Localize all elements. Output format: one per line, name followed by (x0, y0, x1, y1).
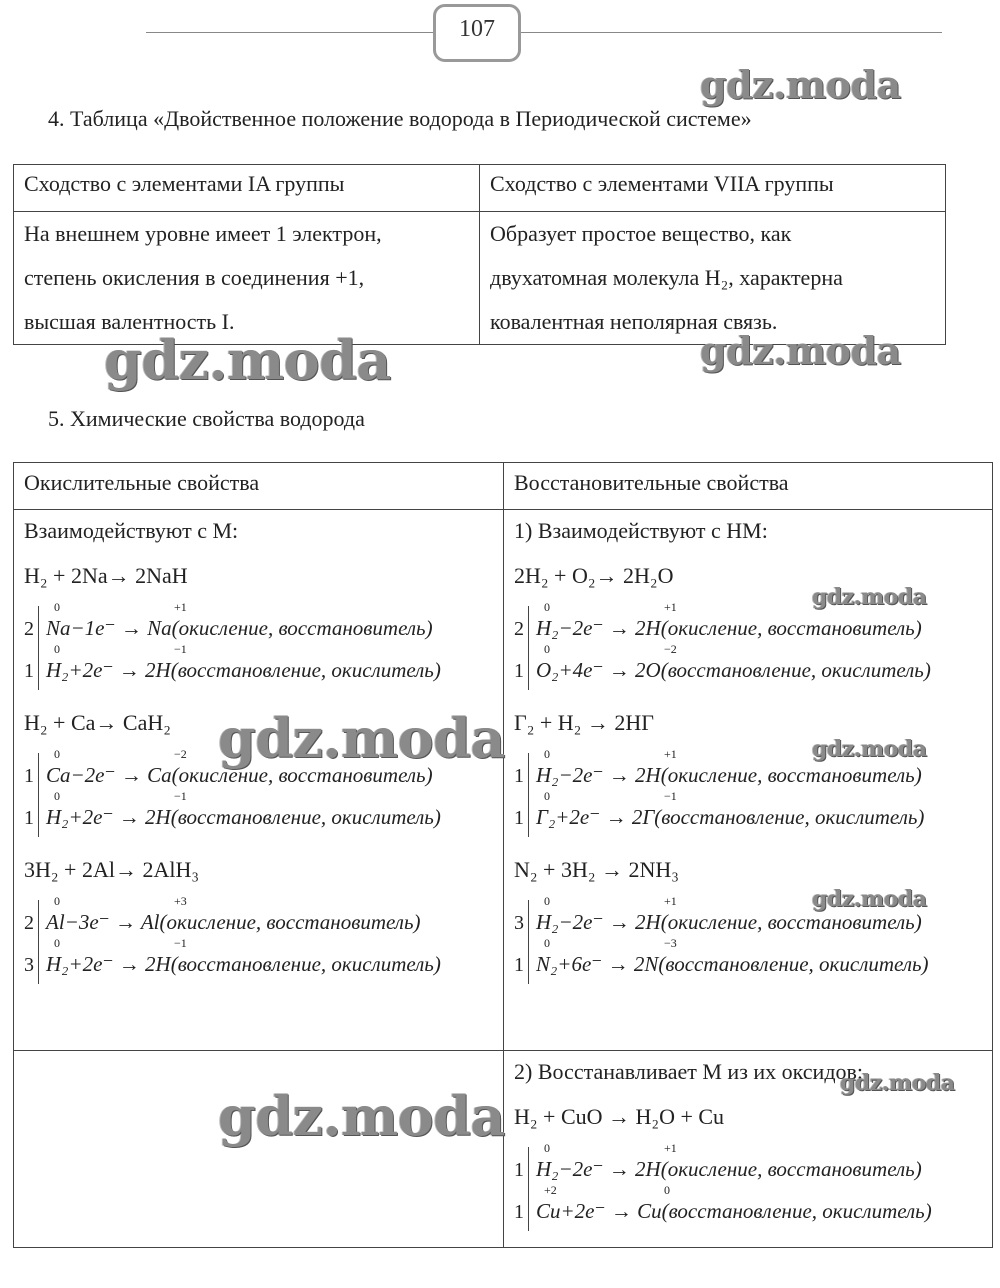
reaction-block (24, 853, 493, 1000)
oxidation-state: 0 (544, 894, 550, 908)
header-rule-right (518, 32, 942, 33)
watermark: gdz.moda (812, 736, 927, 762)
half-reaction (46, 910, 421, 935)
balance-coefficient: 1 (514, 660, 524, 682)
cell-line: ковалентная неполярная связь. (490, 309, 778, 334)
balance-coefficient: 1 (514, 765, 524, 787)
half-reaction-note: (окисление, восстановитель) (159, 910, 421, 934)
balance-bracket (528, 900, 529, 984)
oxidation-state: +1 (664, 894, 677, 908)
reaction-equation: N₂ + 3H₂ → 2NH₃ (514, 857, 679, 882)
oxidation-state: 0 (54, 600, 60, 614)
balance-coefficient: 1 (24, 660, 34, 682)
oxidation-state: 0 (54, 894, 60, 908)
half-reaction-note: (окисление, восстановитель) (660, 763, 922, 787)
reaction-block (514, 1100, 982, 1247)
half-reaction (536, 1199, 932, 1224)
intro-text: Взаимодействуют с М: (24, 518, 239, 543)
half-reaction (46, 658, 441, 683)
half-reaction (536, 763, 922, 788)
balance-coefficient: 1 (514, 807, 524, 829)
balance-coefficient: 2 (514, 618, 524, 640)
half-reaction-note: (окисление, восстановитель) (171, 616, 433, 640)
balance-coefficient: 3 (514, 912, 524, 934)
oxidation-state: 0 (54, 642, 60, 656)
empty-cell (14, 1051, 504, 1248)
balance-bracket (528, 606, 529, 690)
intro-text: 1) Взаимодействуют с НМ: (514, 518, 768, 543)
electron-balance (514, 1141, 982, 1247)
cell-line: Образует простое вещество, как (490, 221, 792, 246)
half-reaction-formula: H₂−2e⁻ → 2H (536, 763, 661, 787)
half-reaction-note: (окисление, восстановитель) (660, 616, 922, 640)
table-header-row (14, 463, 993, 510)
half-reaction (536, 952, 929, 977)
balance-bracket (38, 900, 39, 984)
balance-bracket (528, 1147, 529, 1231)
watermark: gdz.moda (700, 328, 901, 373)
half-reaction (46, 616, 433, 641)
reaction-equation: 3H₂ + 2Al→ 2AlH₃ (24, 857, 200, 882)
oxidation-state: +2 (544, 1183, 557, 1197)
half-reaction (46, 952, 441, 977)
half-reaction-note: (окисление, восстановитель) (171, 763, 433, 787)
oxidation-state: 0 (544, 789, 550, 803)
intro-text: 2) Восстанавливает М из их оксидов: (514, 1059, 864, 1084)
cell-line: высшая валентность I. (24, 309, 235, 334)
balance-coefficient: 1 (514, 1201, 524, 1223)
oxidizing-header: Окислительные свойства (14, 463, 504, 510)
oxidation-state: +3 (174, 894, 187, 908)
oxidation-state: 0 (544, 642, 550, 656)
oxidation-state: 0 (544, 1141, 550, 1155)
balance-coefficient: 1 (514, 1159, 524, 1181)
watermark: gdz.moda (812, 584, 927, 610)
half-reaction-formula: Cu+2e⁻ → Cu (536, 1199, 662, 1223)
hydrogen-position-table (13, 164, 946, 345)
oxidation-state: +1 (664, 1141, 677, 1155)
oxidation-state: −1 (664, 789, 677, 803)
oxidizing-cell (14, 510, 504, 1051)
half-reaction-formula: N₂+6e⁻ → 2N (536, 952, 659, 976)
half-reaction (536, 805, 924, 830)
half-reaction-formula: H₂+2e⁻ → 2H (46, 805, 171, 829)
electron-balance (514, 600, 982, 706)
oxidation-state: 0 (54, 747, 60, 761)
cell-line: На внешнем уровне имеет 1 электрон, (24, 221, 382, 246)
balance-coefficient: 1 (24, 765, 34, 787)
watermark: gdz.moda (218, 1084, 505, 1148)
half-reaction-note: (восстановление, окислитель) (658, 952, 929, 976)
col1-header: Сходство с элементами IA группы (14, 165, 480, 212)
oxidation-state: 0 (54, 789, 60, 803)
section4-heading: 4. Таблица «Двойственное положение водорода в Периодической системе» (48, 106, 752, 131)
reaction-block (514, 706, 982, 853)
col2-header: Сходство с элементами VIIA группы (480, 165, 946, 212)
half-reaction-note: (восстановление, окислитель) (661, 1199, 932, 1223)
balance-coefficient: 1 (24, 807, 34, 829)
cell-line: двухатомная молекула H₂, характерна (490, 265, 843, 290)
reducing-header: Восстановительные свойства (504, 463, 993, 510)
half-reaction (536, 1157, 922, 1182)
watermark: gdz.moda (840, 1070, 955, 1096)
half-reaction-note: (восстановление, окислитель) (170, 805, 441, 829)
half-reaction (536, 658, 931, 683)
reaction-equation: H₂ + 2Na→ 2NaH (24, 563, 188, 588)
oxidation-state: −1 (174, 789, 187, 803)
col2-cell (480, 212, 946, 345)
half-reaction-formula: H₂−2e⁻ → 2H (536, 1157, 661, 1181)
oxidation-state: −1 (174, 642, 187, 656)
oxidation-state: 0 (664, 1183, 670, 1197)
oxidation-state: 0 (54, 936, 60, 950)
half-reaction (536, 910, 922, 935)
half-reaction-note: (восстановление, окислитель) (654, 805, 925, 829)
balance-coefficient: 1 (514, 954, 524, 976)
watermark: gdz.moda (812, 886, 927, 912)
oxidation-state: −3 (664, 936, 677, 950)
oxidation-state: +1 (664, 747, 677, 761)
oxidation-state: 0 (544, 936, 550, 950)
half-reaction-note: (окисление, восстановитель) (660, 1157, 922, 1181)
table-row (14, 212, 946, 345)
cell-line: степень окисления в соединения +1, (24, 265, 365, 290)
balance-coefficient: 2 (24, 618, 34, 640)
electron-balance (24, 600, 493, 706)
reaction-block (514, 559, 982, 706)
table-header-row (14, 165, 946, 212)
oxidation-state: −1 (174, 936, 187, 950)
balance-coefficient: 2 (24, 912, 34, 934)
half-reaction (536, 616, 922, 641)
watermark: gdz.moda (104, 328, 391, 392)
balance-bracket (38, 753, 39, 837)
page-number: 107 (433, 4, 521, 62)
reaction-block (514, 853, 982, 1000)
reaction-equation: Г₂ + H₂ → 2НГ (514, 710, 654, 735)
half-reaction-note: (восстановление, окислитель) (170, 658, 441, 682)
reaction-equation: H₂ + CuO → H₂O + Cu (514, 1104, 725, 1129)
half-reaction-formula: Na−1e⁻ → Na (46, 616, 172, 640)
balance-coefficient: 3 (24, 954, 34, 976)
balance-bracket (38, 606, 39, 690)
watermark: gdz.moda (700, 62, 901, 107)
half-reaction-formula: Al−3e⁻ → Al (46, 910, 160, 934)
half-reaction-formula: Г₂+2e⁻ → 2Г (536, 805, 655, 829)
electron-balance (24, 894, 493, 1000)
half-reaction-formula: H₂+2e⁻ → 2H (46, 952, 171, 976)
half-reaction-formula: O₂+4e⁻ → 2O (536, 658, 661, 682)
half-reaction-formula: H₂−2e⁻ → 2H (536, 616, 661, 640)
oxidation-state: −2 (664, 642, 677, 656)
header-rule-left (146, 32, 436, 33)
half-reaction-formula: H₂+2e⁻ → 2H (46, 658, 171, 682)
half-reaction (46, 805, 441, 830)
half-reaction-note: (окисление, восстановитель) (660, 910, 922, 934)
oxidation-state: +1 (664, 600, 677, 614)
half-reaction-formula: Ca−2e⁻ → Ca (46, 763, 172, 787)
balance-bracket (528, 753, 529, 837)
half-reaction-note: (восстановление, окислитель) (170, 952, 441, 976)
reaction-equation: 2H₂ + O₂→ 2H₂O (514, 563, 674, 588)
watermark: gdz.moda (218, 706, 505, 770)
section5-heading: 5. Химические свойства водорода (48, 406, 365, 431)
reaction-block (24, 559, 493, 706)
reaction-equation: H₂ + Ca→ CaH₂ (24, 710, 171, 735)
half-reaction-note: (восстановление, окислитель) (660, 658, 931, 682)
oxidation-state: 0 (544, 600, 550, 614)
oxidation-state: 0 (544, 747, 550, 761)
half-reaction-formula: H₂−2e⁻ → 2H (536, 910, 661, 934)
col1-cell (14, 212, 480, 345)
oxidation-state: −2 (174, 747, 187, 761)
oxidation-state: +1 (174, 600, 187, 614)
